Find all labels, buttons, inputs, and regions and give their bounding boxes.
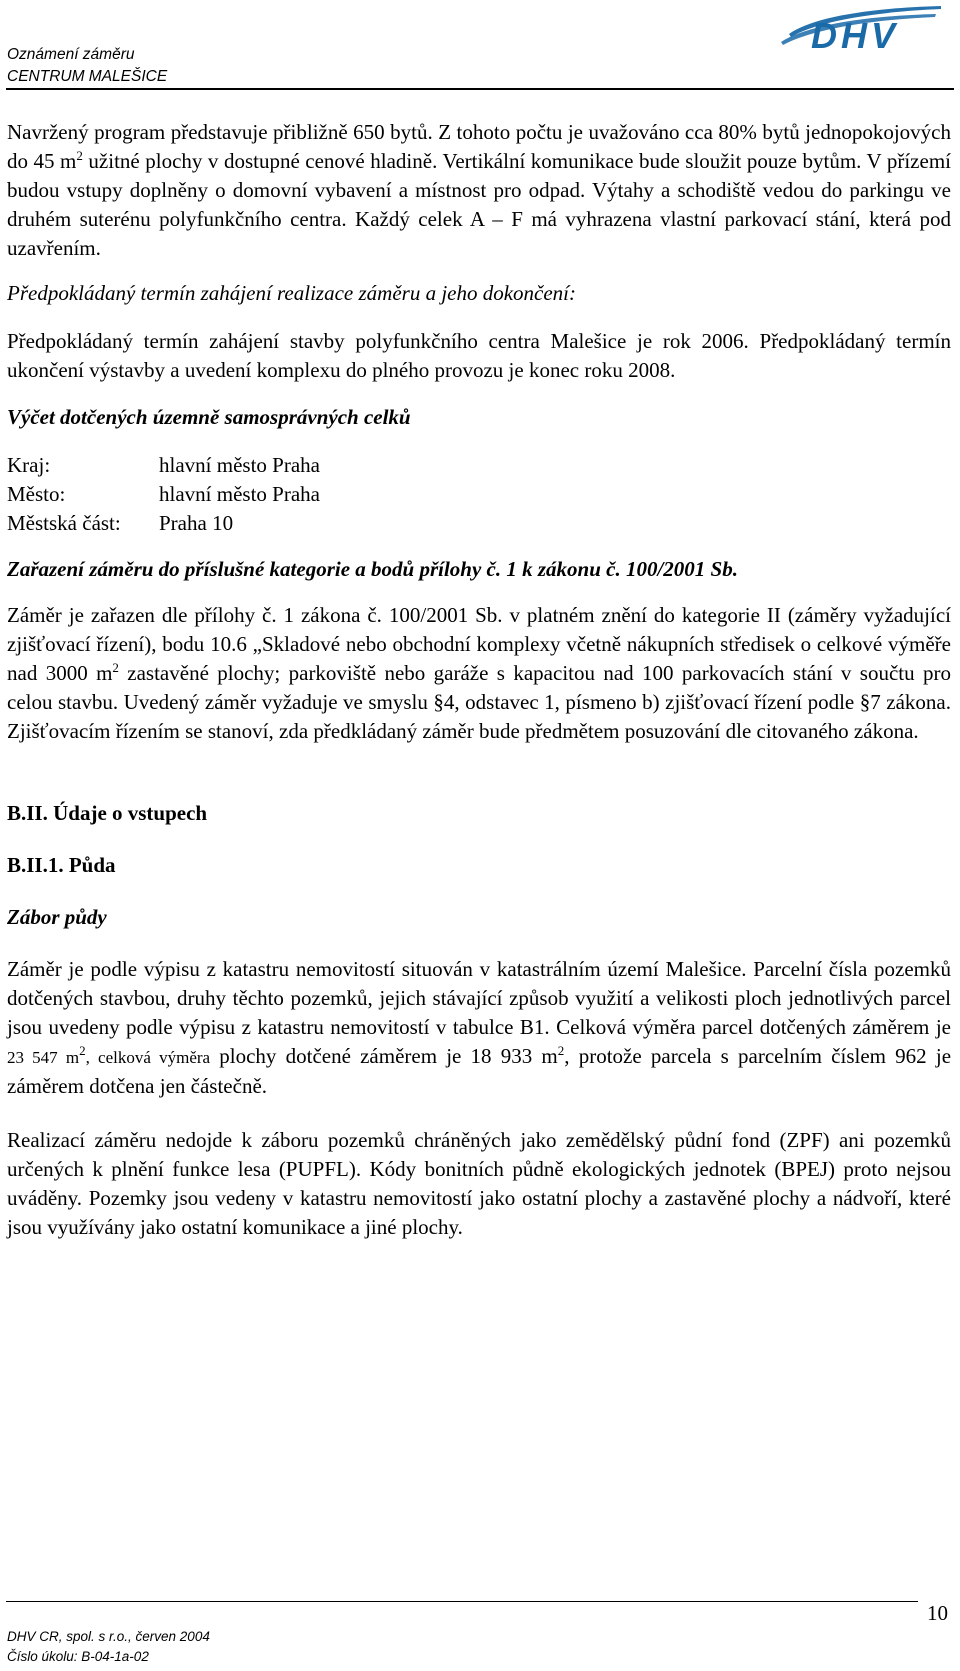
footer-company: DHV CR, spol. s r.o., červen 2004 [7,1629,210,1644]
unit-label: Kraj: [7,453,51,477]
paragraph-land-take: Záměr je podle výpisu z katastru nemovitostí situován v katastrálním území Malešice. Parcelní čísla pozemků dotčených stavbou, druhy těchto pozemků, jejich stávající způsob využití a velikosti ploch jednotlivých parcel jsou uvedeny podle výpisu z katastru nemovitostí v tabulce B1. Celková výměra parcel dotčených záměrem je 23 547 $m^2$, celková výměra plochy dotčené záměrem je 18 933 $m^2$, protože parcela s parcelním číslem 962 je záměrem dotčena jen částečně. [7,957,952,1098]
heading-category: Zařazení záměru do příslušné kategorie a bodů přílohy č. 1 k zákonu č. 100/2001 Sb. [7,557,738,581]
territorial-units-list [7,451,951,538]
paragraph-category: Záměr je zařazen dle přílohy č. 1 zákona č. 100/2001 Sb. v platném znění do kategorie II (záměry vyžadující zjišťovací řízení), bodu 10.6 „Skladové nebo obchodní komplexy včetně nákupních středisek o celkové výměře nad 3000 $m^2$ zastavěné plochy; parkoviště nebo garáže s kapacitou nad 100 parkovacích stání v součtu pro celou stavbu. Uvedený záměr vyžaduje ve smyslu §4, odstavec 1, písmeno b) zjišťovací řízení podle §7 zákona. Zjišťovacím řízením se stanoví, zda předkládaný záměr bude předmětem posuzování dle citovaného zákona. [7,603,951,743]
running-footer [7,1627,210,1667]
heading-term: Předpokládaný termín zahájení realizace záměru a jeho dokončení: [7,281,577,305]
document-body [7,118,951,1242]
unit-value: hlavní město Praha [159,482,320,506]
footer-rule [6,1601,918,1602]
paragraph-zpf: Realizací záměru nedojde k záboru pozemků chráněných jako zemědělský půdní fond (ZPF) ani pozemků určených k plnění funkce lesa (PUPFL). Kódy bonitních půdně ekologických jednotek (BPEJ) proto nejsou uváděny. Pozemky jsou vedeny v katastru nemovitostí jako ostatní plochy a zastavěné plochy a nádvoří, které jsou využívány jako ostatní komunikace a jiné plochy. [7,1128,951,1239]
heading-section-b2: B.II. Údaje o vstupech [7,801,208,825]
unit-label: Město: [7,482,66,506]
unit-value: Praha 10 [159,511,234,535]
unit-value: hlavní město Praha [159,453,320,477]
heading-territorial-units: Výčet dotčených územně samosprávných celků [7,405,411,429]
logo-wordmark: DHV [811,15,900,54]
heading-land-take: Zábor půdy [7,905,107,929]
dhv-logo [771,4,946,54]
paragraph-term: Předpokládaný termín zahájení stavby polyfunkčního centra Malešice je rok 2006. Předpokládaný termín ukončení výstavby a uvedení komplexu do plného provozu je konec roku 2008. [7,329,951,382]
paragraph-program: Navržený program představuje přibližně 650 bytů. Z tohoto počtu je uvažováno cca 80% bytů jednopokojových do 45 $m^2$ užitné plochy v dostupné cenové hladině. Vertikální komunikace bude sloužit pouze bytům. V přízemí budou vstupy doplněny o domovní vybavení a místnost pro odpad. Výtahy a schodiště vedou do parkingu ve druhém suterénu polyfunkčního centra. Každý celek A – F má vyhrazena vlastní parkovací stání, která pod uzavřením. [7,120,951,260]
header-rule [6,88,954,90]
footer-task-number: Číslo úkolu: B-04-1a-02 [7,1649,149,1664]
header-title-line1: Oznámení záměru [7,46,135,63]
running-header [7,44,167,88]
heading-subsection-b21: B.II.1. Půda [7,853,116,877]
unit-label: Městská část: [7,511,121,535]
unit-row-mesto [7,480,951,509]
unit-row-kraj [7,451,951,480]
unit-row-mestska-cast [7,509,951,538]
header-title-line2: CENTRUM MALEŠICE [7,68,168,85]
page-number: 10 [927,1601,948,1625]
